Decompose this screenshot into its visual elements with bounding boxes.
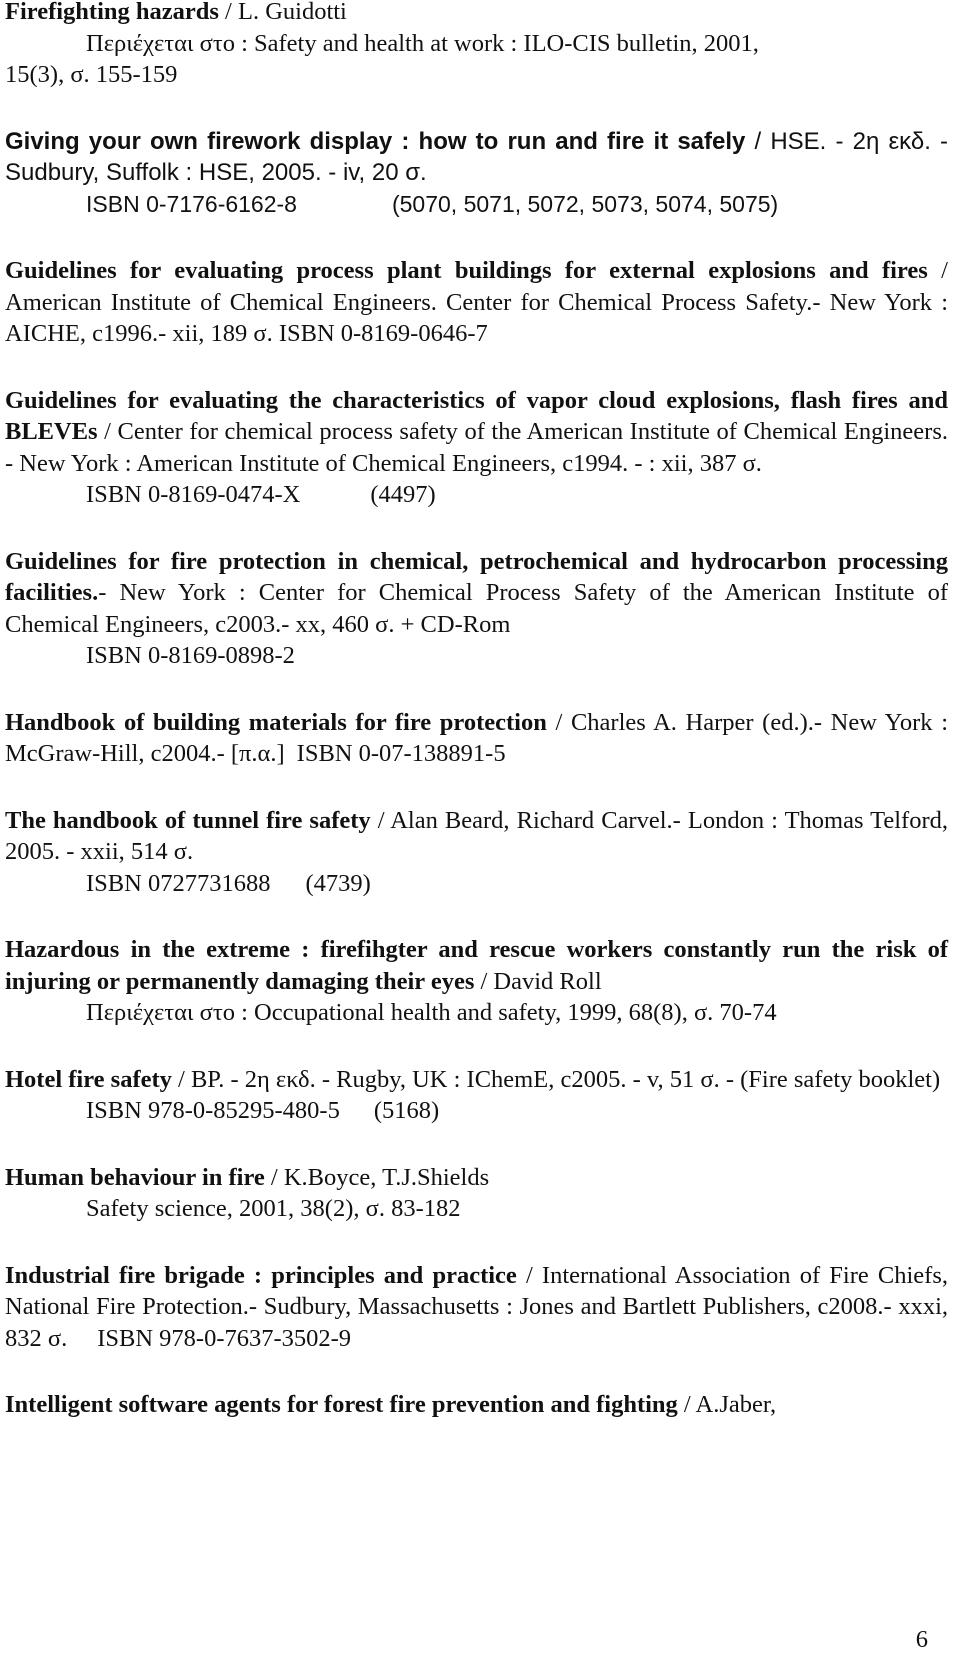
entry-title: Human behaviour in fire <box>5 1163 265 1191</box>
entry-details: / American Institute of Chemical Engineers. Center for Chemical Process Safety.- New York : AICHE, c1996.- xii, 189 σ. ISBN 0-8169-0646-7 <box>5 257 948 347</box>
entry-isbn: ISBN 0727731688 <box>86 869 271 897</box>
page-number: 6 <box>915 1626 928 1653</box>
bibliography-entry <box>5 1389 948 1421</box>
bibliography-entry <box>5 546 948 672</box>
bibliography-entry <box>5 126 948 221</box>
entry-title: Guidelines for evaluating process plant buildings for external explosions and fires <box>5 257 928 284</box>
entry-details: / K.Boyce, T.J.Shields <box>264 1163 490 1191</box>
entry-details: / Center for chemical process safety of the American Institute of Chemical Engineers. - New York : American Institute of Chemical Engineers, c1994. - : xii, 387 σ. <box>5 418 948 477</box>
entry-codes: (5168) <box>373 1097 440 1124</box>
entry-details: / HSE. - 2η εκδ. - Sudbury, Suffolk : HSE, 2005. - iv, 20 σ. <box>5 127 949 186</box>
entry-title: Industrial fire brigade : principles and practice <box>5 1261 517 1289</box>
entry-isbn: ISBN 978-0-7637-3502-9 <box>97 1324 352 1352</box>
entry-isbn: ISBN 0-7176-6162-8 <box>86 190 297 217</box>
entry-title: Guidelines for fire protection in chemical, petrochemical and hydrocarbon processing facilities. <box>5 547 948 606</box>
entry-isbn: ISBN 978-0-85295-480-5 <box>86 1097 340 1124</box>
entry-title: Handbook of building materials for fire protection <box>5 708 547 736</box>
bibliography-entry <box>5 1162 948 1225</box>
entry-details: / Charles A. Harper (ed.).- New York : McGraw-Hill, c2004.- [π.α.] <box>5 708 948 767</box>
entry-details: - New York : Center for Chemical Process Safety of the American Institute of Chemical Engineers, c2003.- xx, 460 σ. + CD-Rom <box>5 579 948 638</box>
entry-title: Guidelines for evaluating the characteristics of vapor cloud explosions, flash fires and BLEVEs <box>5 386 948 445</box>
entry-source: Safety science, 2001, 38(2), σ. 83-182 <box>86 1195 461 1222</box>
bibliography-page <box>5 0 948 1456</box>
bibliography-entry <box>5 385 948 511</box>
entry-title: Firefighting hazards <box>5 0 219 25</box>
entry-title: The handbook of tunnel fire safety <box>5 806 371 834</box>
entry-source-continued: 15(3), σ. 155-159 <box>5 61 178 88</box>
entry-title: Hazardous in the extreme : firefihgter and rescue workers constantly run the risk of injuring or permanently damaging their eyes <box>5 936 948 995</box>
entry-title: Giving your own firework display : how to run and fire it safely <box>5 127 746 155</box>
entry-codes: (4497) <box>370 481 436 508</box>
entry-isbn: ISBN 0-8169-0474-X <box>86 481 301 508</box>
bibliography-entry <box>5 255 948 350</box>
bibliography-entry <box>5 1260 948 1355</box>
entry-details: / L. Guidotti <box>218 0 347 25</box>
entry-title: Hotel fire safety <box>5 1065 172 1093</box>
entry-isbn: ISBN 0-07-138891-5 <box>296 740 506 767</box>
bibliography-entry <box>5 0 948 91</box>
entry-codes: (4739) <box>305 869 371 897</box>
entry-title: Intelligent software agents for forest fire prevention and fighting <box>5 1391 678 1418</box>
entry-codes: (5070, 5071, 5072, 5073, 5074, 5075) <box>391 190 779 217</box>
entry-details: / Alan Beard, Richard Carvel.- London : Thomas Telford, 2005. - xxii, 514 σ. <box>5 806 949 865</box>
bibliography-entry <box>5 1064 948 1127</box>
entry-details: / A.Jaber, <box>677 1391 777 1418</box>
entry-details: / International Association of Fire Chiefs, National Fire Protection.- Sudbury, Massachusetts : Jones and Bartlett Publishers, c2008.- xxxi, 832 σ. <box>5 1261 948 1352</box>
bibliography-entry <box>5 934 948 1029</box>
entry-details: / BP. - 2η εκδ. - Rugby, UK : IChemE, c2005. - v, 51 σ. - (Fire safety booklet) <box>171 1065 941 1093</box>
bibliography-entry <box>5 707 948 770</box>
bibliography-entry <box>5 805 948 900</box>
entry-source: Περιέχεται στο : Occupational health and safety, 1999, 68(8), σ. 70-74 <box>86 999 777 1026</box>
entry-details: / David Roll <box>474 967 602 995</box>
entry-isbn: ISBN 0-8169-0898-2 <box>86 642 295 669</box>
entry-source: Περιέχεται στο : Safety and health at work : ILO-CIS bulletin, 2001, <box>86 29 759 57</box>
